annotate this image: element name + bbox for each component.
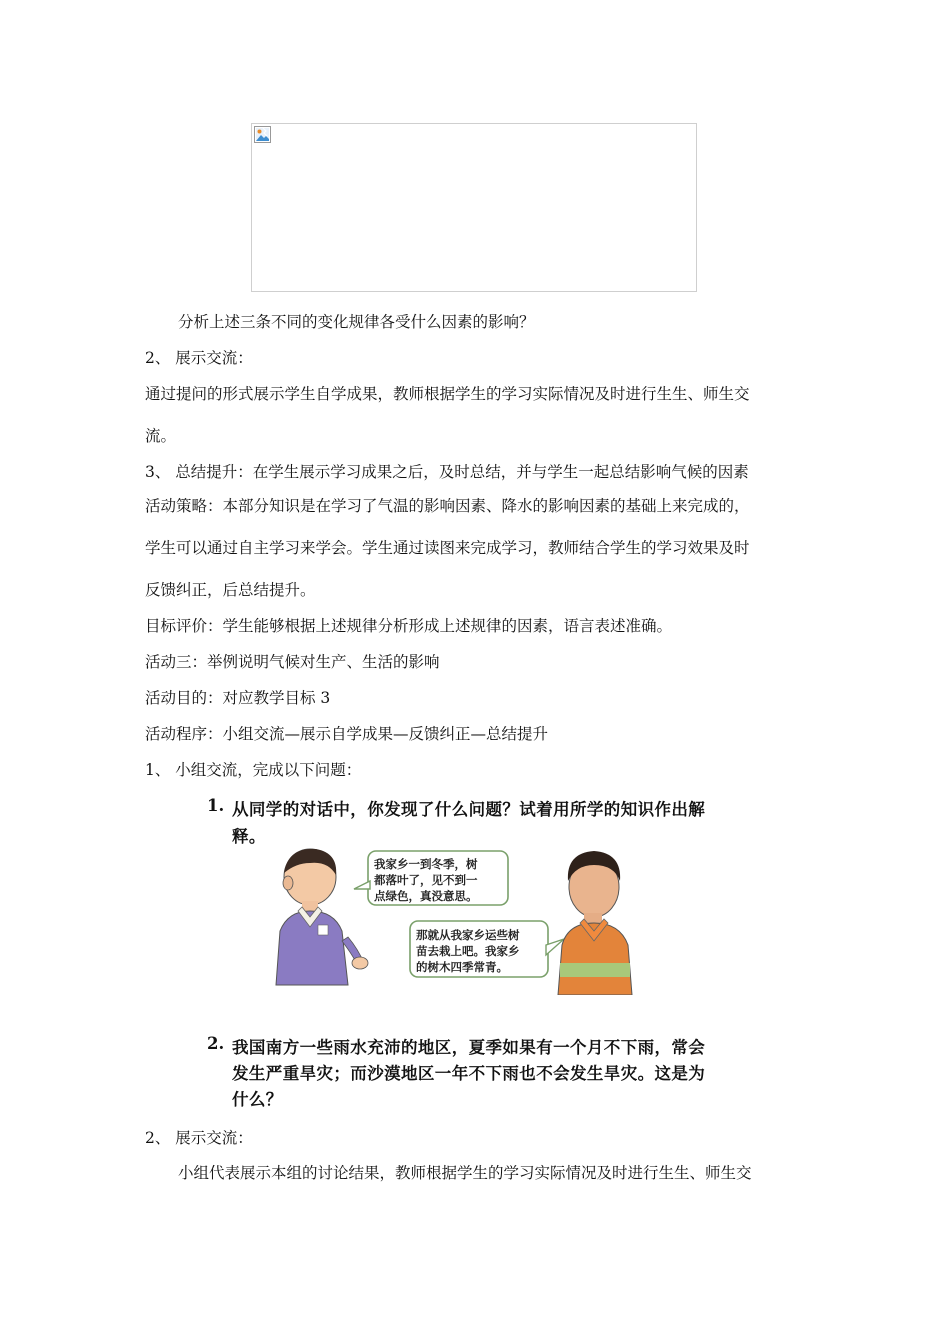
question2-line1: 我国南方一些雨水充沛的地区，夏季如果有一个月不下雨，常会: [232, 1038, 706, 1057]
bubble2-line3: 的树木四季常青。: [416, 960, 508, 974]
question2-line2: 发生严重旱灾；而沙漠地区一年不下雨也不会发生旱灾。这是为: [232, 1064, 706, 1083]
activity-procedure: 活动程序：小组交流—展示自学成果—反馈纠正—总结提升: [145, 725, 549, 743]
right-boy-figure: [558, 851, 632, 995]
broken-image-placeholder: [251, 123, 697, 292]
bubble1-text: [374, 856, 478, 904]
bubble2-line2: 苗去栽上吧。我家乡: [416, 944, 520, 958]
goal-evaluation: 目标评价：学生能够根据上述规律分析形成上述规律的因素，语言表述准确。: [145, 617, 673, 635]
group-step2-text: 小组代表展示本组的讨论结果，教师根据学生的学习实际情况及时进行生生、师生交: [178, 1164, 752, 1182]
question1-line1: 从同学的对话中，你发现了什么问题？试着用所学的知识作出解: [232, 800, 706, 819]
strategy-line2: 学生可以通过自主学习来学会。学生通过读图来完成学习，教师结合学生的学习效果及时: [145, 539, 750, 557]
bubble2-line1: 那就从我家乡运些树: [416, 928, 520, 942]
step3-summary: 3、 总结提升：在学生展示学习成果之后，及时总结，并与学生一起总结影响气候的因素: [145, 463, 749, 481]
activity-purpose: 活动目的：对应教学目标 3: [145, 689, 331, 707]
bubble1-line2: 都落叶了，见不到一: [374, 873, 478, 887]
bubble1-line3: 点绿色，真没意思。: [374, 889, 478, 903]
question1-line2: 释。: [232, 827, 266, 846]
bubble2-text: [416, 927, 520, 975]
question2-number: 2.: [207, 1034, 225, 1053]
dialogue-illustration: [268, 845, 648, 995]
question1-number: 1.: [207, 796, 225, 815]
activity3-title: 活动三：举例说明气候对生产、生活的影响: [145, 653, 440, 671]
strategy-line3: 反馈纠正，后总结提升。: [145, 581, 316, 599]
left-boy-figure: [276, 849, 368, 985]
broken-image-icon: [254, 126, 271, 143]
question2-line3: 什么？: [232, 1090, 283, 1109]
step2-title: 2、 展示交流：: [145, 349, 253, 367]
step2-text-line2: 流。: [145, 427, 177, 445]
step2-text-line1: 通过提问的形式展示学生自学成果，教师根据学生的学习实际情况及时进行生生、师生交: [145, 385, 750, 403]
bubble1-line1: 我家乡一到冬季，树: [374, 857, 478, 871]
group-step1: 1、 小组交流，完成以下问题：: [145, 761, 362, 779]
group-step2-title: 2、 展示交流：: [145, 1129, 253, 1147]
analysis-question: 分析上述三条不同的变化规律各受什么因素的影响？: [178, 313, 535, 331]
strategy-line1: 活动策略：本部分知识是在学习了气温的影响因素、降水的影响因素的基础上来完成的，: [145, 497, 750, 515]
